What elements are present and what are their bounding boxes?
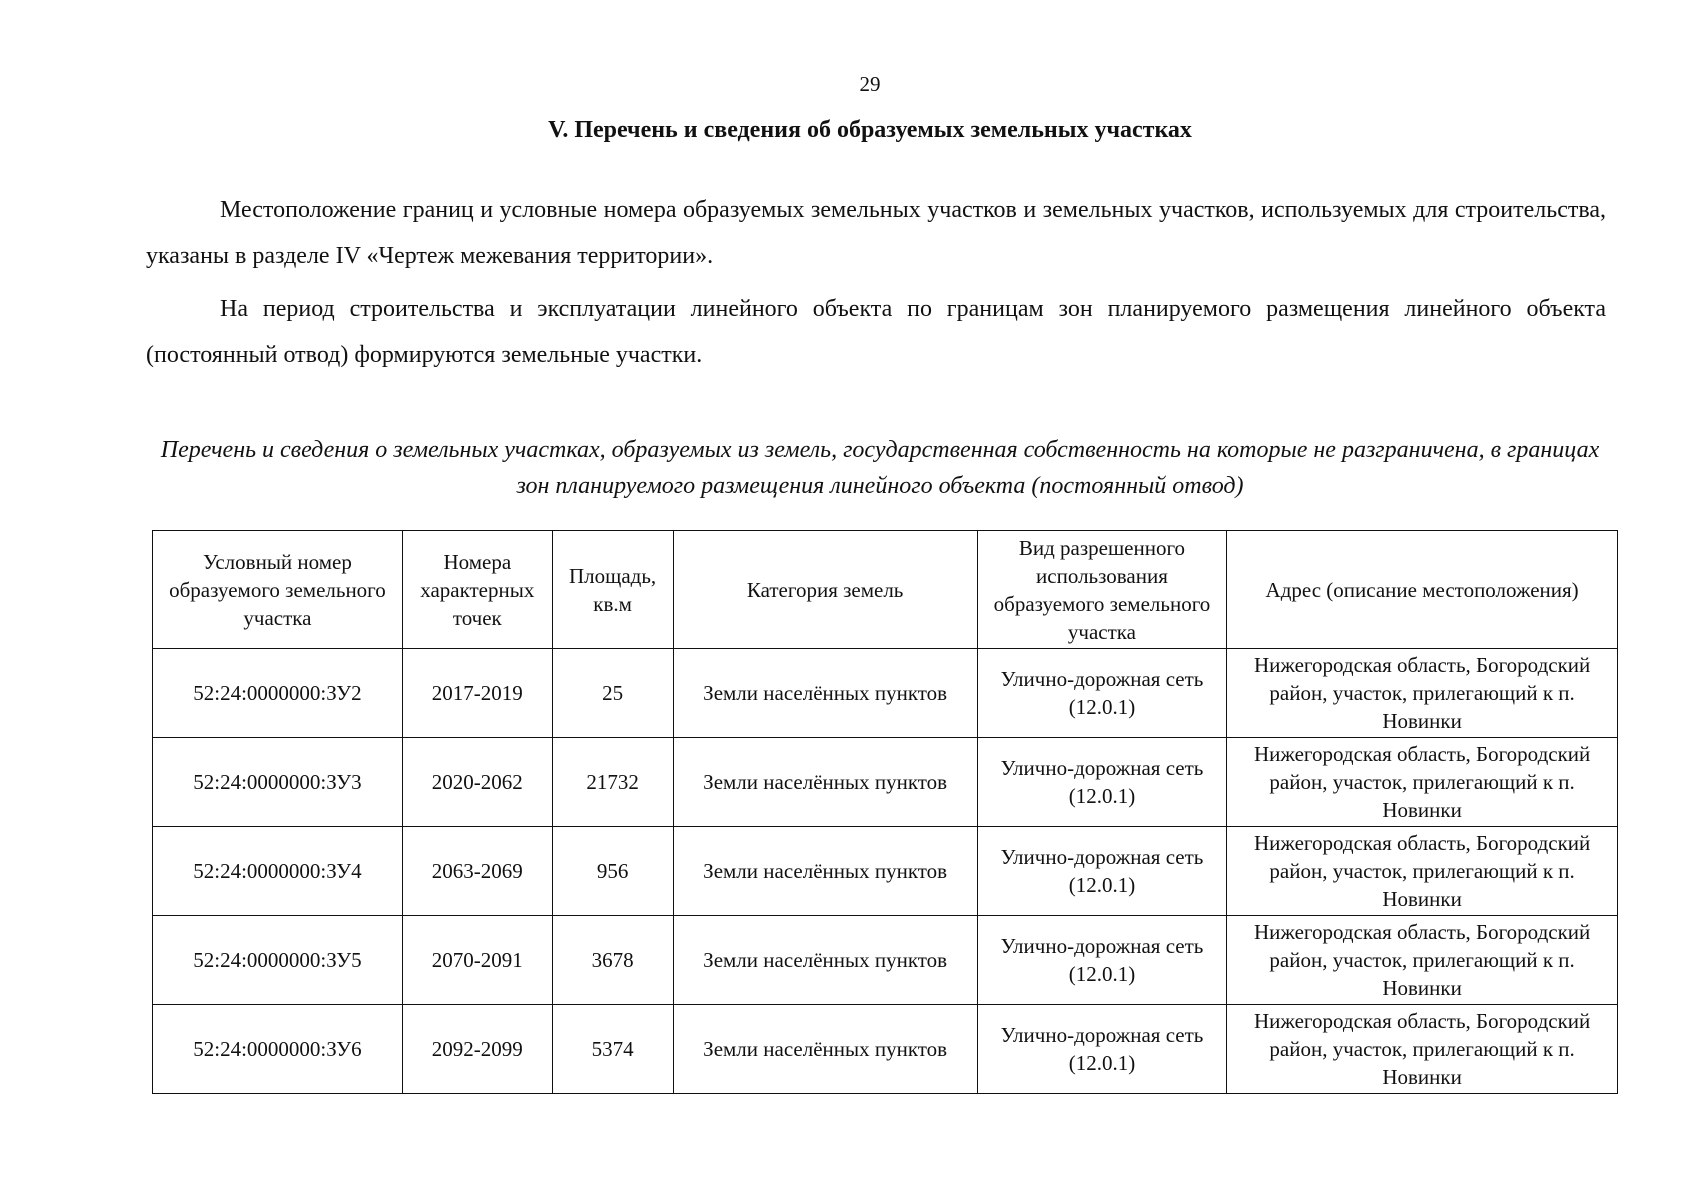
cell-area: 21732 — [552, 738, 673, 827]
cell-area: 5374 — [552, 1005, 673, 1094]
cell-permitted-use: Улично-дорожная сеть (12.0.1) — [977, 738, 1226, 827]
cell-area: 956 — [552, 827, 673, 916]
cell-land-category: Земли населённых пунктов — [673, 649, 977, 738]
cell-land-category: Земли населённых пунктов — [673, 738, 977, 827]
table-row — [153, 1005, 1618, 1094]
cell-area: 3678 — [552, 916, 673, 1005]
cell-address: Нижегородская область, Богородский район, участок, прилегающий к п. Новинки — [1227, 738, 1618, 827]
cell-address: Нижегородская область, Богородский район, участок, прилегающий к п. Новинки — [1227, 1005, 1618, 1094]
header-address: Адрес (описание местоположения) — [1227, 531, 1618, 649]
cell-permitted-use: Улично-дорожная сеть (12.0.1) — [977, 827, 1226, 916]
header-permitted-use: Вид разрешенного использования образуемого земельного участка — [977, 531, 1226, 649]
cell-plot-number: 52:24:0000000:ЗУ5 — [153, 916, 403, 1005]
table-row — [153, 738, 1618, 827]
cell-points: 2070-2091 — [402, 916, 552, 1005]
table-row — [153, 649, 1618, 738]
table-row — [153, 916, 1618, 1005]
land-plots-table — [152, 530, 1618, 1094]
cell-permitted-use: Улично-дорожная сеть (12.0.1) — [977, 916, 1226, 1005]
cell-land-category: Земли населённых пунктов — [673, 827, 977, 916]
page-number: 29 — [859, 72, 881, 96]
header-points: Номера характерных точек — [402, 531, 552, 649]
table-row — [153, 827, 1618, 916]
section-title: V. Перечень и сведения об образуемых земельных участках — [548, 117, 1192, 143]
cell-plot-number: 52:24:0000000:ЗУ3 — [153, 738, 403, 827]
paragraph-boundaries: Местоположение границ и условные номера образуемых земельных участков и земельных участков, используемых для строительства, указаны в разделе IV «Чертеж межевания территории». — [146, 197, 1606, 269]
header-land-category: Категория земель — [673, 531, 977, 649]
cell-plot-number: 52:24:0000000:ЗУ6 — [153, 1005, 403, 1094]
header-area: Площадь, кв.м — [552, 531, 673, 649]
cell-permitted-use: Улично-дорожная сеть (12.0.1) — [977, 1005, 1226, 1094]
cell-area: 25 — [552, 649, 673, 738]
cell-points: 2020-2062 — [402, 738, 552, 827]
cell-plot-number: 52:24:0000000:ЗУ4 — [153, 827, 403, 916]
table-header-row — [153, 531, 1618, 649]
cell-points: 2063-2069 — [402, 827, 552, 916]
cell-address: Нижегородская область, Богородский район, участок, прилегающий к п. Новинки — [1227, 649, 1618, 738]
cell-address: Нижегородская область, Богородский район, участок, прилегающий к п. Новинки — [1227, 916, 1618, 1005]
cell-points: 2017-2019 — [402, 649, 552, 738]
cell-address: Нижегородская область, Богородский район, участок, прилегающий к п. Новинки — [1227, 827, 1618, 916]
cell-plot-number: 52:24:0000000:ЗУ2 — [153, 649, 403, 738]
paragraph-construction-period: На период строительства и эксплуатации линейного объекта по границам зон планируемого размещения линейного объекта (постоянный отвод) формируются земельные участки. — [146, 296, 1606, 368]
header-plot-number: Условный номер образуемого земельного участка — [153, 531, 403, 649]
cell-land-category: Земли населённых пунктов — [673, 1005, 977, 1094]
table-caption: Перечень и сведения о земельных участках, образуемых из земель, государственная собственность на которые не разграничена, в границах зон планируемого размещения линейного объекта (постоянный отвод) — [160, 437, 1600, 499]
cell-permitted-use: Улично-дорожная сеть (12.0.1) — [977, 649, 1226, 738]
cell-land-category: Земли населённых пунктов — [673, 916, 977, 1005]
cell-points: 2092-2099 — [402, 1005, 552, 1094]
